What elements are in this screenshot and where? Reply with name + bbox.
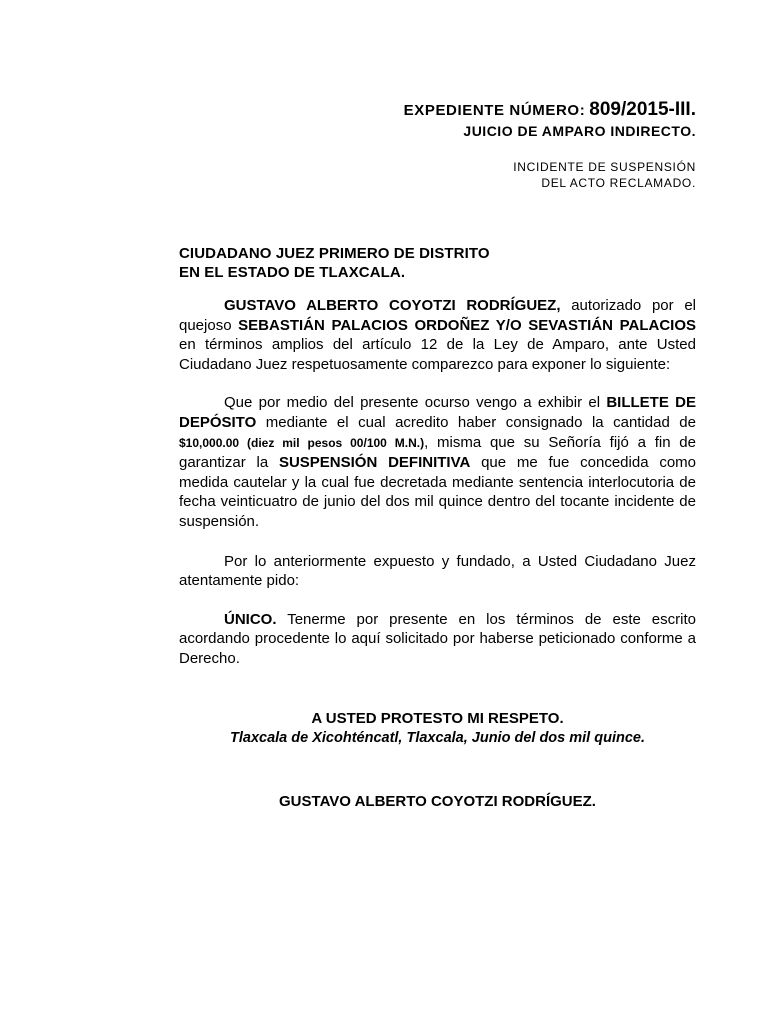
incidente-line-2: DEL ACTO RECLAMADO. — [541, 176, 696, 190]
intro-text-b: en términos amplios del artículo 12 de la Ley de Amparo, ante Usted Ciudadano Juez respetuosamente comparezco para exponer lo siguiente: — [179, 336, 696, 373]
suspension-definitiva: SUSPENSIÓN DEFINITIVA — [278, 454, 471, 472]
promovente-name: GUSTAVO ALBERTO COYOTZI RODRÍGUEZ, — [224, 297, 561, 314]
addressee-line-1: CIUDADANO JUEZ PRIMERO DE DISTRITO — [179, 245, 490, 262]
signature-name: GUSTAVO ALBERTO COYOTZI RODRÍGUEZ. — [279, 792, 596, 810]
paragraph-introduction — [179, 296, 696, 374]
addressee-line-2: EN EL ESTADO DE TLAXCALA. — [179, 264, 406, 281]
expediente-line — [404, 100, 696, 121]
document-body — [179, 244, 696, 810]
billete-deposito: BILLETE DE DEPÓSITO — [179, 394, 696, 431]
protesto-line: A USTED PROTESTO MI RESPETO. — [311, 709, 564, 727]
quejoso-name: SEBASTIÁN PALACIOS ORDOÑEZ Y/O SEVASTIÁN PALACIOS — [238, 316, 696, 334]
deposit-amount: $10,000.00 (diez mil pesos 00/100 M.N.) — [179, 435, 425, 450]
unico-text: Tenerme por presente en los términos de este escrito acordando procedente lo aquí solicitado por haberse peticionado conforme a Derecho. — [179, 610, 696, 667]
incidente-line-1: INCIDENTE DE SUSPENSIÓN — [513, 160, 696, 174]
deposit-text-d: que me fue concedida como medida cautelar y la cual fue decretada mediante sentencia interlocutoria de fecha veinticuatro de junio del dos mil quince dentro del tocante incidente de suspensión. — [179, 454, 696, 530]
incidente-block — [404, 159, 696, 191]
deposit-text-b: mediante el cual acredito haber consignado la cantidad de — [265, 413, 696, 431]
paragraph-deposit — [179, 393, 696, 531]
addressee — [179, 244, 696, 282]
expediente-label: EXPEDIENTE NÚMERO: — [403, 102, 586, 119]
paragraph-unico — [179, 610, 696, 669]
deposit-text-c: , misma que su Señoría fijó a fin de garantizar la — [179, 433, 696, 472]
closing — [179, 709, 696, 747]
juicio-type: JUICIO DE AMPARO INDIRECTO. — [463, 123, 696, 139]
expediente-number: 809/2015-III. — [589, 99, 696, 120]
intro-text-a: autorizado por el quejoso — [179, 297, 696, 334]
case-header — [404, 100, 696, 191]
paragraph-request: Por lo anteriormente expuesto y fundado, a Usted Ciudadano Juez atentamente pido: — [179, 552, 696, 590]
unico-label: ÚNICO. — [224, 610, 277, 628]
deposit-text-a: Que por medio del presente ocurso vengo a exhibir el — [224, 394, 601, 412]
place-date: Tlaxcala de Xicohténcatl, Tlaxcala, Junio del dos mil quince. — [230, 729, 645, 746]
